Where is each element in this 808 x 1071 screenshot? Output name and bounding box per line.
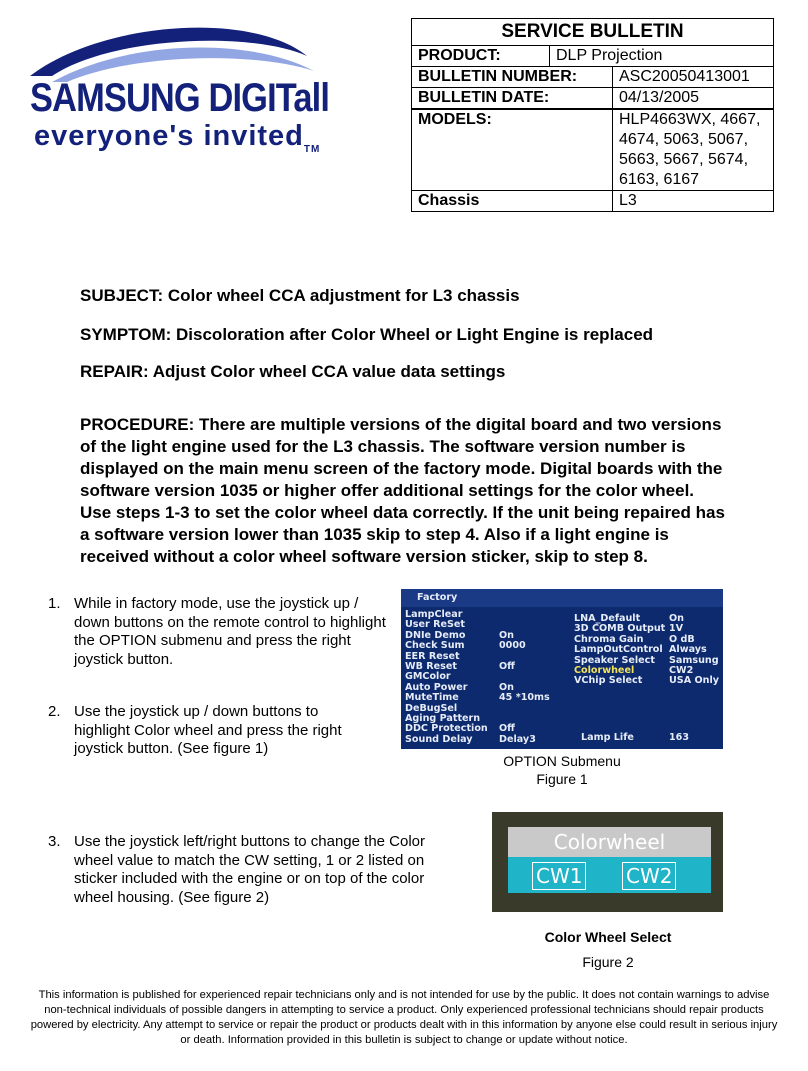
figure2-caption: Color Wheel Select — [544, 929, 672, 945]
factory-menu-title: Factory — [401, 589, 723, 607]
menu-item-value: On — [499, 681, 514, 693]
menu-item-value: O dB — [669, 633, 695, 645]
menu-item-label: User ReSet — [405, 619, 465, 631]
product-value: DLP Projection — [550, 46, 774, 67]
menu-item-value: 1V — [669, 623, 684, 635]
cw1-option: CW1 — [532, 862, 586, 890]
figure1-label: Figure 1 — [536, 771, 588, 787]
menu-item-label: DNIe Demo — [405, 629, 466, 641]
logo-wordmark: SAMSUNG DIGITall — [30, 76, 330, 120]
menu-item-label: EER Reset — [405, 650, 460, 662]
menu-item-label: Speaker Select — [574, 654, 655, 666]
menu-item-value: CW2 — [669, 665, 694, 676]
menu-item-label: LampClear — [405, 609, 463, 620]
menu-item-value: 45 *10ms — [499, 692, 550, 704]
subject-line: SUBJECT: Color wheel CCA adjustment for L3 chassis — [80, 286, 520, 305]
menu-item-label: Colorwheel — [574, 665, 635, 676]
step-text: While in factory mode, use the joystick up / down buttons on the remote control to highlight the OPTION submenu and press the right joystick button. — [74, 595, 386, 668]
menu-item-label: Check Sum — [405, 640, 465, 652]
chassis-value: L3 — [613, 191, 774, 212]
bulletin-date-value: 04/13/2005 — [613, 88, 774, 110]
menu-item-label: WB Reset — [405, 661, 457, 672]
menu-item-label: DDC Protection — [405, 723, 488, 735]
logo-tagline: everyone's invited$_{TM}$ — [34, 120, 321, 155]
menu-item-label: DeBugSel — [405, 702, 458, 714]
menu-item-value: Samsung — [669, 654, 719, 666]
menu-item-value: Off — [499, 723, 515, 735]
menu-item-label: Aging Pattern — [405, 713, 481, 724]
bulletin-number-value: ASC20050413001 — [613, 67, 774, 88]
models-value: HLP4663WX, 4667, 4674, 5063, 5067, 5663, 5667, 5674, 6163, 6167 — [613, 109, 774, 191]
bulletin-info-table — [411, 18, 774, 212]
colorwheel-options — [508, 857, 711, 893]
symptom-line: SYMPTOM: Discoloration after Color Wheel or Light Engine is replaced — [80, 325, 654, 344]
menu-item-value: USA Only — [669, 675, 719, 687]
menu-item-label: Chroma Gain — [574, 633, 644, 645]
cw2-option: CW2 — [622, 862, 676, 890]
menu-item-value: Delay3 — [499, 733, 536, 745]
bulletin-number-label: BULLETIN NUMBER: — [412, 67, 613, 88]
chassis-label: Chassis — [412, 191, 613, 212]
step-number: 2. — [48, 703, 61, 720]
menu-item-value: Off — [499, 661, 515, 672]
legal-disclaimer: This information is published for experienced repair technicians only and is not intended for use by the public. It does not contain warnings to advise non-technical individuals of possible dangers in attempting to service a product. Only experienced professional technicians should repair products powered by electricity. Any attempt to service or repair the product or products dealt with in this information by anyone else could result in serious injury or death. Information provided in this bulletin is subject to change or update without notice. — [30, 989, 778, 1046]
step-text: Use the joystick left/right buttons to change the Color wheel value to match the CW setting, 1 or 2 listed on sticker included with the engine or on top of the color wheel housing. (See figure 2) — [74, 833, 426, 906]
colorwheel-select-screenshot — [492, 812, 723, 912]
bulletin-header: SERVICE BULLETIN — [412, 19, 774, 46]
figure2-label: Figure 2 — [582, 954, 634, 970]
menu-item-label: LNA_Default — [574, 613, 641, 624]
repair-line: REPAIR: Adjust Color wheel CCA value data settings — [80, 362, 506, 381]
menu-item-label: LampOutControl — [574, 644, 663, 656]
figure1-caption: OPTION Submenu — [503, 753, 621, 769]
step-number: 1. — [48, 595, 61, 612]
menu-item-value: 0000 — [499, 640, 526, 652]
menu-item-label: MuteTime — [405, 692, 459, 704]
colorwheel-title: Colorwheel — [508, 827, 711, 857]
step-text: Use the joystick up / down buttons to highlight Color wheel and press the right joystick button. (See figure 1) — [74, 703, 342, 757]
step-number: 3. — [48, 833, 61, 850]
menu-item-label: VChip Select — [574, 675, 643, 687]
lamp-life-label: Lamp Life — [581, 732, 634, 743]
bulletin-date-label: BULLETIN DATE: — [412, 88, 613, 110]
menu-item-value: On — [669, 613, 684, 624]
menu-item-value: Always — [669, 644, 707, 656]
samsung-logo — [22, 16, 330, 156]
models-label: MODELS: — [412, 109, 613, 191]
product-label: PRODUCT: — [412, 46, 550, 67]
menu-item-label: 3D COMB Output — [574, 623, 666, 635]
lamp-life-value: 163 — [669, 732, 690, 743]
menu-item-label: GMColor — [405, 671, 451, 683]
menu-item-label: Sound Delay — [405, 733, 473, 745]
menu-item-label: Auto Power — [405, 681, 468, 693]
menu-item-value: On — [499, 629, 514, 641]
procedure-paragraph: PROCEDURE: There are multiple versions of the digital board and two versions of the light engine used for the L3 chassis. The software version number is displayed on the main menu screen of the factory mode. Digital boards with the software version 1035 or higher offer additional settings for the color wheel. Use steps 1-3 to set the color wheel data correctly. If the unit being repaired has a software version lower than 1035 skip to step 4. Also if a light engine is received without a color wheel software version sticker, skip to step 8. — [80, 415, 725, 566]
option-submenu-screenshot — [401, 589, 723, 749]
